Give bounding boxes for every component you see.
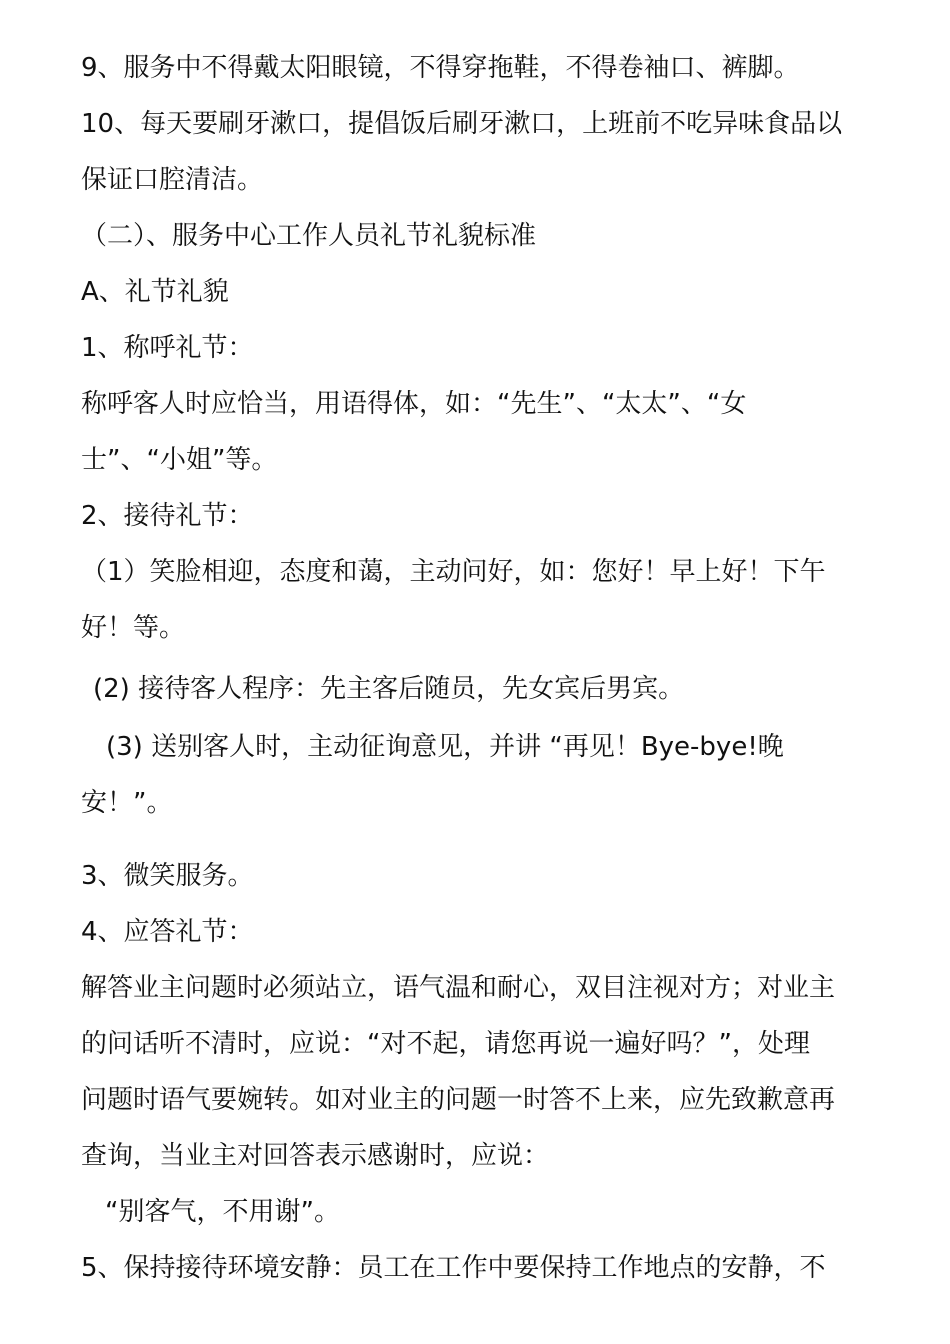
- text-line-reception-3-cont: 安！”。: [81, 788, 173, 818]
- text-line-address-cont: 士”、“小姐”等。: [81, 445, 278, 475]
- text-line-rule-10: 10、每天要刷牙漱口，提倡饭后刷牙漱口，上班前不吃异味食品以: [81, 109, 843, 139]
- text-line-rule-10-cont: 保证口腔清洁。: [81, 165, 264, 195]
- text-line-reception-3: (3) 送别客人时，主动征询意见，并讲 “再见！Bye-bye!晚: [106, 732, 784, 762]
- item-heading-3: 3、微笑服务。: [81, 861, 254, 891]
- text-line-answer-4: 查询，当业主对回答表示感谢时，应说：: [81, 1141, 550, 1171]
- text-line-address: 称呼客人时应恰当，用语得体，如：“先生”、“太太”、“女: [81, 389, 747, 419]
- item-heading-4: 4、应答礼节：: [81, 917, 254, 947]
- text-line-answer-2: 的问话听不清时，应说：“对不起，请您再说一遍好吗？”，处理: [81, 1029, 810, 1059]
- text-line-reception-2: (2) 接待客人程序：先主客后随员，先女宾后男宾。: [93, 674, 685, 704]
- text-line-answer-quote: “别客气，不用谢”。: [105, 1197, 340, 1227]
- text-line-rule-9: 9、服务中不得戴太阳眼镜，不得穿拖鞋，不得卷袖口、裤脚。: [81, 53, 800, 83]
- item-heading-1: 1、称呼礼节：: [81, 333, 254, 363]
- subsection-heading: A、礼节礼貌: [81, 277, 229, 307]
- text-line-answer-3: 问题时语气要婉转。如对业主的问题一时答不上来，应先致歉意再: [81, 1085, 836, 1115]
- text-line-answer-1: 解答业主问题时必须站立，语气温和耐心，双目注视对方；对业主: [81, 973, 836, 1003]
- section-heading: （二）、服务中心工作人员礼节礼貌标准: [81, 221, 537, 251]
- text-line-reception-1: （1）笑脸相迎，态度和蔼，主动问好，如：您好！早上好！下午: [81, 557, 826, 587]
- text-line-reception-1-cont: 好！等。: [81, 613, 186, 643]
- item-heading-2: 2、接待礼节：: [81, 501, 254, 531]
- item-heading-5: 5、保持接待环境安静：员工在工作中要保持工作地点的安静，不: [81, 1253, 826, 1283]
